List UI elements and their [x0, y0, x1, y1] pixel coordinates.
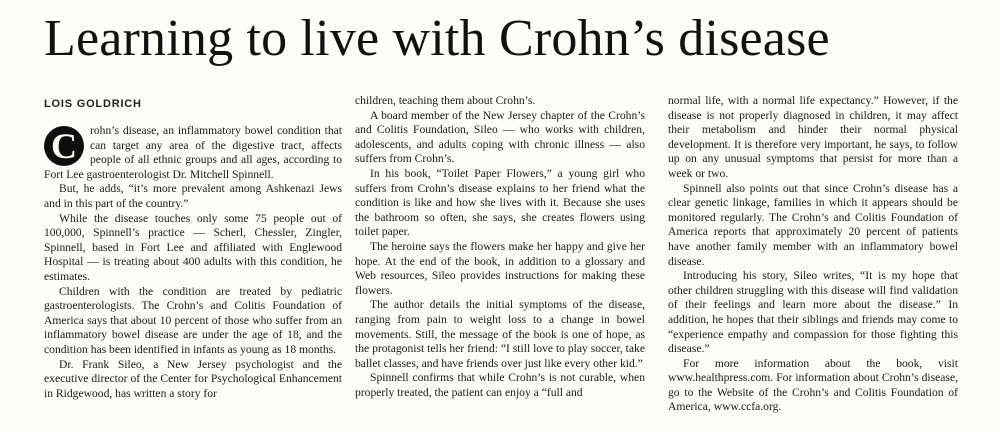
paragraph [44, 124, 342, 182]
paragraph: children, teaching them about Crohn’s. [355, 94, 536, 107]
paragraph: normal life, with a normal life expectancy.” However, if the disease is not properly diagnosed in children, it may affect their metabolism and hinder their normal physical development. It is therefore very important, he says, to follow up on any unusual symptoms that persist for more than a week or two. [668, 94, 958, 180]
paragraph: While the disease touches only some 75 people out of 100,000, Spinnell’s practice — Scherl, Chessler, Zingler, Spinnell, based in Fort Lee and affiliated with Englewood Hospital — is treating about 400 adults with this condition, he estimates. [44, 211, 342, 283]
paragraph: Children with the condition are treated by pediatric gastroenterologists. The Crohn’s and Colitis Foundation of America says that about 10 percent of those who suffer from an inflammatory bowel disease are under the age of 18, and the condition has been identified in infants as young as 18 months. [44, 284, 342, 356]
paragraph: But, he adds, “it’s more prevalent among Ashkenazi Jews and in this part of the country.” [44, 182, 342, 210]
paragraph: Introducing his story, Sileo writes, “It is my hope that other children struggling with this disease will find validation of their feelings and learn more about the disease.” In addition, he hopes that their siblings and friends may come to “experience empathy and compassion for those fighting this disease.” [668, 269, 958, 356]
byline: LOIS GOLDRICH [44, 98, 142, 110]
drop-cap: C [44, 126, 84, 166]
column-2 [355, 94, 645, 400]
paragraph: Dr. Frank Sileo, a New Jersey psychologist and the executive director of the Center for Psychological Enhancement in Ridgewood, has written a story for [44, 357, 342, 400]
paragraph: In his book, “Toilet Paper Flowers,” a young girl who suffers from Crohn’s disease explains to her friend what the condition is like and how she lives with it. Because she uses the bathroom so often, she says, she creates flowers using toilet paper. [355, 166, 645, 239]
paragraph: A board member of the New Jersey chapter of the Crohn’s and Colitis Foundation, Sileo — who works with children, adolescents, and adults coping with chronic illness — also suffers from Crohn’s. [355, 108, 645, 166]
paragraph: Spinnell confirms that while Crohn’s is not curable, when properly treated, the patient can enjoy a “full and [355, 371, 645, 399]
paragraph: Spinnell also points out that since Crohn’s disease has a clear genetic linkage, families in which it appears should be monitored regularly. The Crohn’s and Colitis Foundation of America reports that approximately 20 percent of patients have another family member with an inflammatory bowel disease. [668, 181, 958, 268]
column-3 [668, 94, 958, 415]
paragraph: The author details the initial symptoms of the disease, ranging from pain to weight loss to a change in bowel movements. Still, the message of the book is one of hope, as the protagonist tells her friend: “I still love to play soccer, take ballet classes, and have friends over just like every other kid.” [355, 298, 645, 370]
paragraph: The heroine says the flowers make her happy and give her hope. At the end of the book, in addition to a glossary and Web resources, Sileo provides instructions for making these flowers. [355, 239, 645, 297]
paragraph-text: rohn’s disease, an inflammatory bowel condition that can target any area of the digestive tract, affects people of all ethnic groups and all ages, according to Fort Lee gastroenterologist Dr. Mitchell Spinnell. [44, 124, 342, 181]
headline: Learning to live with Crohn’s disease [44, 10, 830, 67]
column-1 [44, 124, 342, 401]
paragraph: For more information about the book, visit www.healthpress.com. For information about Crohn’s disease, go to the Website of the Crohn’s and Colitis Foundation of America, www.ccfa.org. [668, 356, 958, 414]
